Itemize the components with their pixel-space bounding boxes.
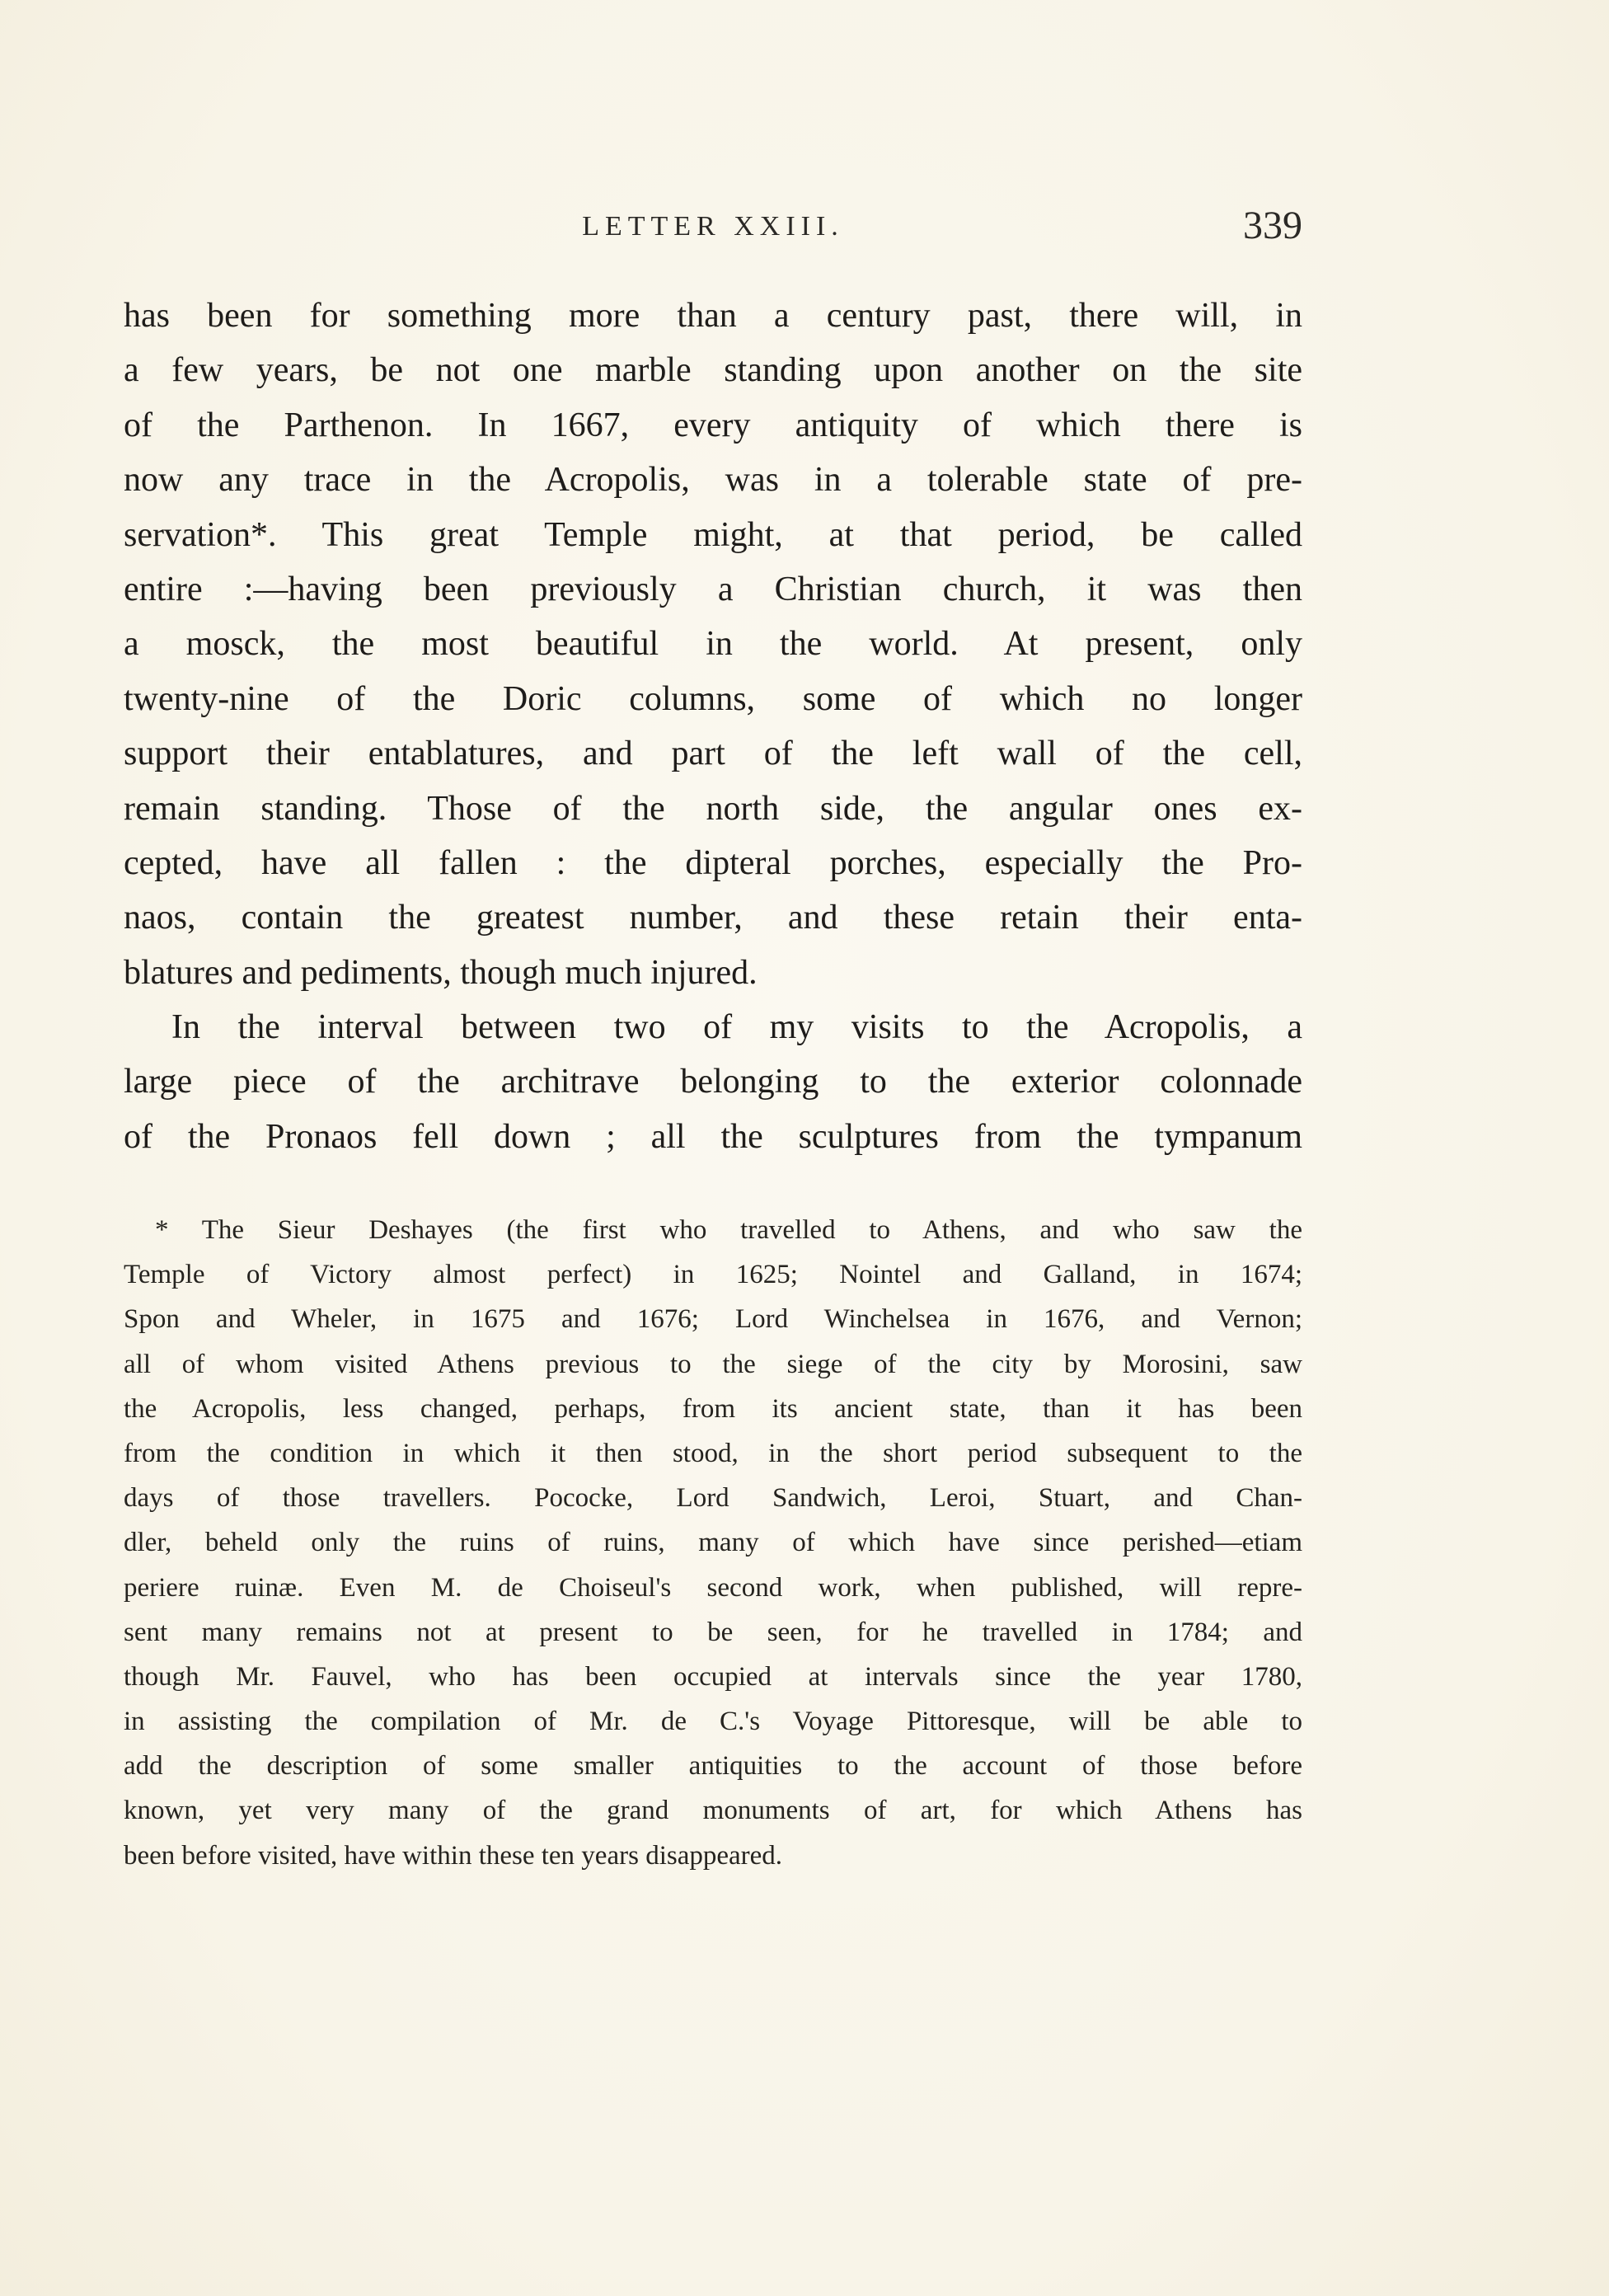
footnote [124, 1208, 1302, 1884]
footnote-line: Spon and Wheler, in 1675 and 1676; Lord Winchelsea in 1676, and Vernon; [124, 1304, 1302, 1335]
text-line: a mosck, the most beautiful in the world. At present, only [124, 625, 1302, 664]
footnote-line: sent many remains not at present to be seen, for he travelled in 1784; and [124, 1617, 1302, 1647]
text-line: twenty-nine of the Doric columns, some of which no longer [124, 679, 1302, 718]
text-line: blatures and pediments, though much injured. [124, 953, 758, 992]
main-text [124, 289, 1302, 1171]
footnote-line: in assisting the compilation of Mr. de C.'s Voyage Pittoresque, will be able to [124, 1707, 1302, 1737]
text-line: of the Parthenon. In 1667, every antiquity of which there is [124, 406, 1302, 444]
text-line: of the Pronaos fell down ; all the sculptures from the tympanum [124, 1117, 1302, 1156]
running-head: LETTER XXIII. [582, 211, 844, 242]
footnote-line: days of those travellers. Pococke, Lord Sandwich, Leroi, Stuart, and Chan- [124, 1483, 1302, 1514]
text-line: support their entablatures, and part of the left wall of the cell, [124, 735, 1302, 773]
text-line: large piece of the architrave belonging to the exterior colonnade [124, 1063, 1302, 1101]
page-number: 339 [1243, 204, 1302, 247]
footnote-line: known, yet very many of the grand monuments of art, for which Athens has [124, 1796, 1302, 1826]
text-line: naos, contain the greatest number, and these retain their enta- [124, 899, 1302, 937]
footnote-line: Temple of Victory almost perfect) in 1625; Nointel and Galland, in 1674; [124, 1260, 1302, 1290]
footnote-line: * The Sieur Deshayes (the first who travelled to Athens, and who saw the [155, 1215, 1302, 1245]
text-line: remain standing. Those of the north side, the angular ones ex- [124, 789, 1302, 828]
text-line: a few years, be not one marble standing upon another on the site [124, 351, 1302, 390]
footnote-line: the Acropolis, less changed, perhaps, from its ancient state, than it has been [124, 1393, 1302, 1424]
footnote-line: periere ruinæ. Even M. de Choiseul's second work, when published, will repre- [124, 1572, 1302, 1603]
text-line: entire :—having been previously a Christian church, it was then [124, 570, 1302, 608]
text-line: servation*. This great Temple might, at that period, be called [124, 515, 1302, 554]
text-line: cepted, have all fallen : the dipteral porches, especially the Pro- [124, 843, 1302, 882]
footnote-line: all of whom visited Athens previous to the siege of the city by Morosini, saw [124, 1349, 1302, 1379]
page-header [124, 203, 1302, 252]
footnote-line: add the description of some smaller antiquities to the account of those before [124, 1751, 1302, 1782]
footnote-line: dler, beheld only the ruins of ruins, many of which have since perished—etiam [124, 1528, 1302, 1558]
footnote-line: from the condition in which it then stood, in the short period subsequent to the [124, 1438, 1302, 1468]
text-line: now any trace in the Acropolis, was in a tolerable state of pre- [124, 461, 1302, 500]
footnote-line: been before visited, have within these ten years disappeared. [124, 1840, 783, 1871]
text-line: has been for something more than a century past, there will, in [124, 297, 1302, 335]
text-line: In the interval between two of my visits to the Acropolis, a [171, 1008, 1302, 1047]
footnote-line: though Mr. Fauvel, who has been occupied at intervals since the year 1780, [124, 1661, 1302, 1692]
